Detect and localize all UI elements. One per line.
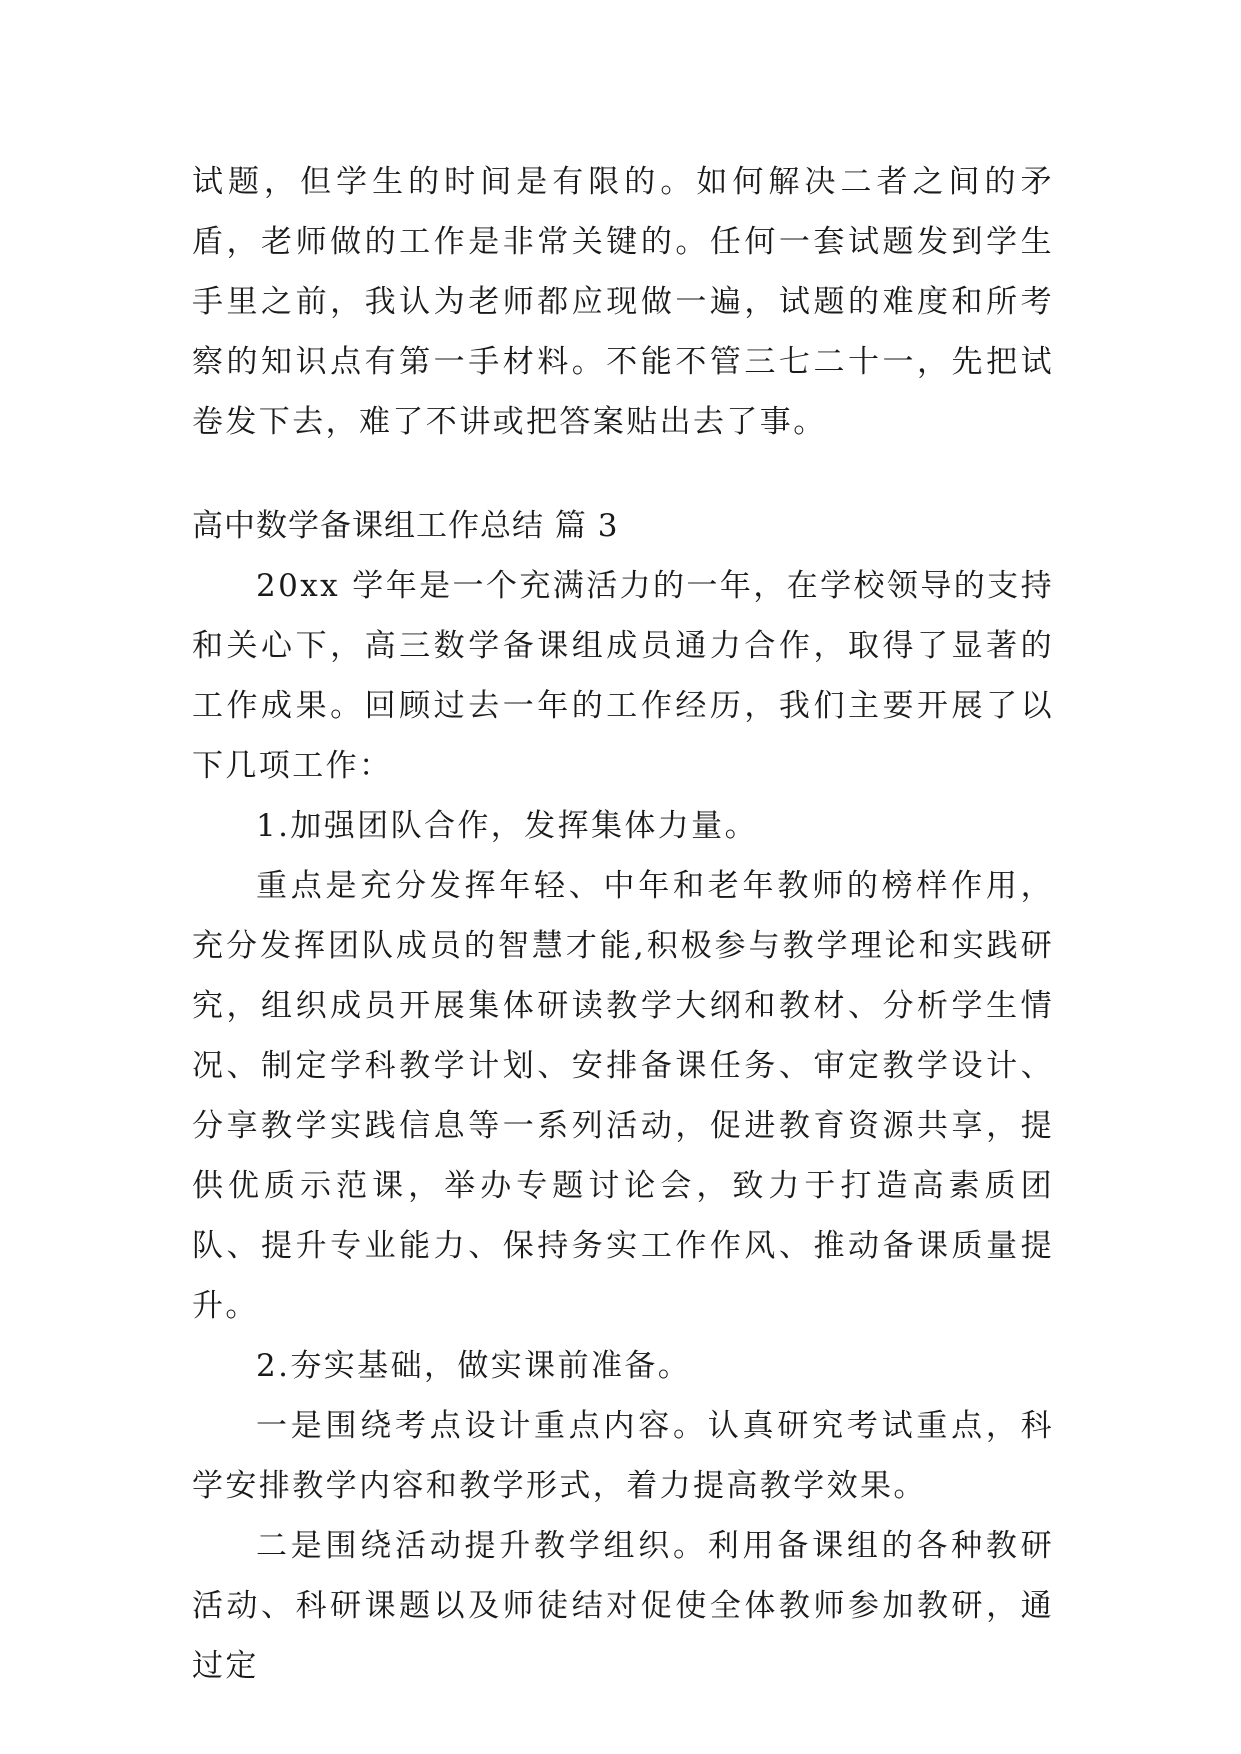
item-2-point-1: 一是围绕考点设计重点内容。认真研究考试重点，科学安排教学内容和教学形式，着力提高教学效果。: [192, 1408, 1054, 1504]
intro-paragraph: 试题，但学生的时间是有限的。如何解决二者之间的矛盾，老师做的工作是非常关键的。任何一套试题发到学生手里之前，我认为老师都应现做一遍，试题的难度和所考察的知识点有第一手材料。不能不管三七二十一，先把试卷发下去，难了不讲或把答案贴出去了事。: [192, 164, 1054, 440]
paragraph-intro: 20xx 学年是一个充满活力的一年，在学校领导的支持和关心下，高三数学备课组成员通力合作，取得了显著的工作成果。回顾过去一年的工作经历，我们主要开展了以下几项工作：: [192, 568, 1054, 784]
item-2-heading: 2.夯实基础，做实课前准备。: [256, 1348, 692, 1384]
document-page: [192, 152, 1054, 1696]
item-1-body: 重点是充分发挥年轻、中年和老年教师的榜样作用，充分发挥团队成员的智慧才能,积极参与教学理论和实践研究，组织成员开展集体研读教学大纲和教材、分析学生情况、制定学科教学计划、安排备课任务、审定教学设计、分享教学实践信息等一系列活动，促进教育资源共享，提供优质示范课，举办专题讨论会，致力于打造高素质团队、提升专业能力、保持务实工作作风、推动备课质量提升。: [192, 868, 1054, 1324]
item-1-heading: 1.加强团队合作，发挥集体力量。: [256, 808, 758, 844]
section-heading: 高中数学备课组工作总结 篇 3: [192, 508, 619, 544]
item-2-point-2: 二是围绕活动提升教学组织。利用备课组的各种教研活动、科研课题以及师徒结对促使全体教师参加教研，通过定: [192, 1528, 1054, 1684]
